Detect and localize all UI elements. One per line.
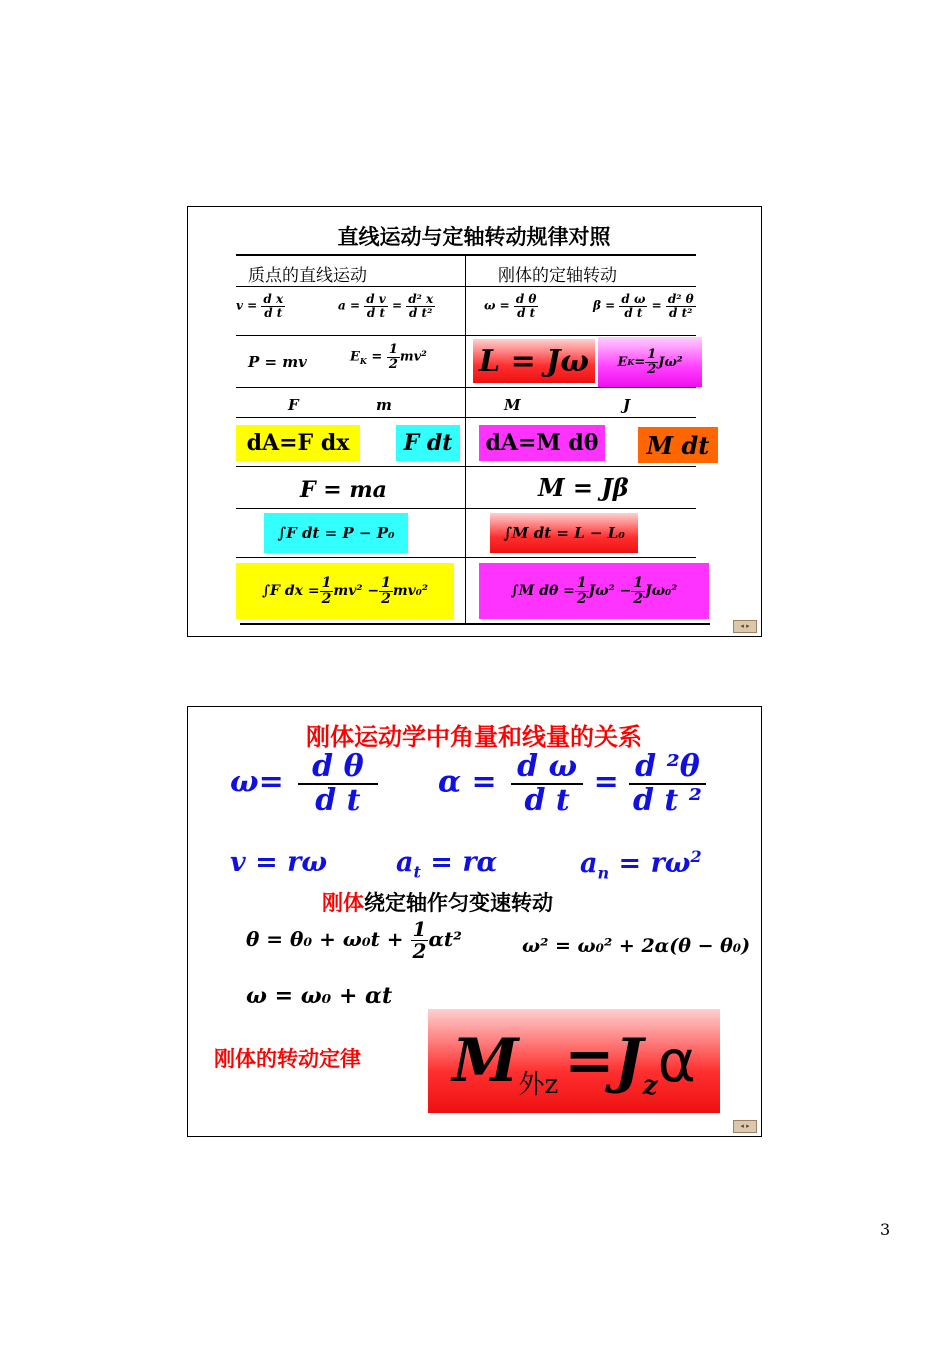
divider bbox=[236, 466, 696, 467]
column-divider bbox=[465, 256, 466, 624]
divider bbox=[236, 335, 696, 336]
work-energy-linear-box: ∫F dx = $\frac{1}{2}$ mv² − $\frac{1}{2}$ mv₀² bbox=[236, 563, 454, 619]
impulse-momentum-theorem-box: ∫F dt = P − P₀ bbox=[264, 513, 408, 553]
angular-momentum-box: L = Jω bbox=[473, 339, 595, 383]
angular-velocity-equation: ω = $\frac{\text{d θ}}{\text{d t}}$ bbox=[484, 292, 537, 320]
angular-acceleration-definition: α = $\frac{\text{d ω}}{\text{d t}}$ = $\frac{\text{d ²θ}}{\text{d t ²}}$ bbox=[438, 751, 706, 816]
column-header-left: 质点的直线运动 bbox=[248, 266, 367, 286]
angular-impulse-theorem-box: ∫M dt = L − L₀ bbox=[490, 513, 638, 553]
velocity-equation: v = $\frac{\text{d x}}{\text{d t}}$ bbox=[236, 292, 284, 320]
slide-1 bbox=[187, 206, 762, 637]
divider bbox=[236, 254, 696, 256]
normal-acceleration-relation: $a_n = r\omega^2$ bbox=[580, 847, 702, 883]
label-mass: m bbox=[376, 396, 392, 414]
impulse-linear-box: F dt bbox=[396, 425, 460, 461]
slide-2 bbox=[187, 706, 762, 1137]
divider bbox=[240, 623, 710, 625]
work-linear-box: dA=F dx bbox=[236, 425, 360, 461]
slide-nav-icon[interactable]: ◂ ▸ bbox=[733, 620, 757, 633]
rotation-law: M = Jβ bbox=[538, 473, 629, 502]
work-rotational-box: dA=M dθ bbox=[479, 425, 605, 461]
acceleration-equation: a = $\frac{\text{d v}}{\text{d t}}$ = $\frac{\text{d² x}}{\text{d t²}}$ bbox=[338, 292, 434, 320]
slide-nav-icon[interactable]: ◂ ▸ bbox=[733, 1120, 757, 1133]
kinetic-energy-rotational-box: E K = $\frac{1}{2}$ Jω² bbox=[598, 337, 702, 387]
label-torque: M bbox=[504, 396, 521, 414]
slide-title: 刚体运动学中角量和线量的关系 bbox=[306, 723, 642, 751]
label-moment-of-inertia: J bbox=[623, 396, 631, 414]
kinetic-energy-linear: $E_K$ = $\frac{1}{2}$ mv² bbox=[350, 342, 427, 372]
divider bbox=[236, 387, 696, 388]
work-energy-rotational-box: ∫M dθ = $\frac{1}{2}$ Jω² − $\frac{1}{2}$ Jω₀² bbox=[479, 563, 709, 619]
angle-kinematics-equation: θ = θ₀ + ω₀t + $\frac{1}{2}$ αt² bbox=[246, 917, 462, 963]
impulse-rotational-box: M dt bbox=[638, 427, 718, 463]
momentum-equation: P = mv bbox=[248, 353, 307, 371]
label-force: F bbox=[288, 396, 299, 414]
uniform-rotation-heading: 刚体绕定轴作匀变速转动 bbox=[322, 891, 553, 915]
newton-second-law: F = ma bbox=[300, 477, 387, 503]
rotation-law-box: M 外z =J z α bbox=[428, 1009, 720, 1113]
angular-velocity-definition: ω= $\frac{\text{d θ}}{\text{d t}}$ bbox=[230, 751, 378, 816]
column-header-right: 刚体的定轴转动 bbox=[498, 266, 617, 286]
divider bbox=[236, 286, 696, 287]
rotation-law-label: 刚体的转动定律 bbox=[214, 1047, 361, 1071]
linear-velocity-relation: v = rω bbox=[230, 847, 328, 878]
angular-acceleration-equation: β = $\frac{\text{d ω}}{\text{d t}}$ = $\frac{\text{d² θ}}{\text{d t²}}$ bbox=[593, 292, 694, 320]
angular-velocity-squared-equation: ω² = ω₀² + 2α(θ − θ₀) bbox=[522, 935, 751, 957]
divider bbox=[236, 417, 696, 418]
divider bbox=[236, 557, 696, 558]
tangential-acceleration-relation: $a_t = r\alpha$ bbox=[396, 847, 498, 882]
divider bbox=[236, 508, 696, 509]
page-number: 3 bbox=[880, 1220, 891, 1239]
slide-title: 直线运动与定轴转动规律对照 bbox=[337, 225, 611, 249]
angular-velocity-time-equation: ω = ω₀ + αt bbox=[246, 983, 393, 1009]
